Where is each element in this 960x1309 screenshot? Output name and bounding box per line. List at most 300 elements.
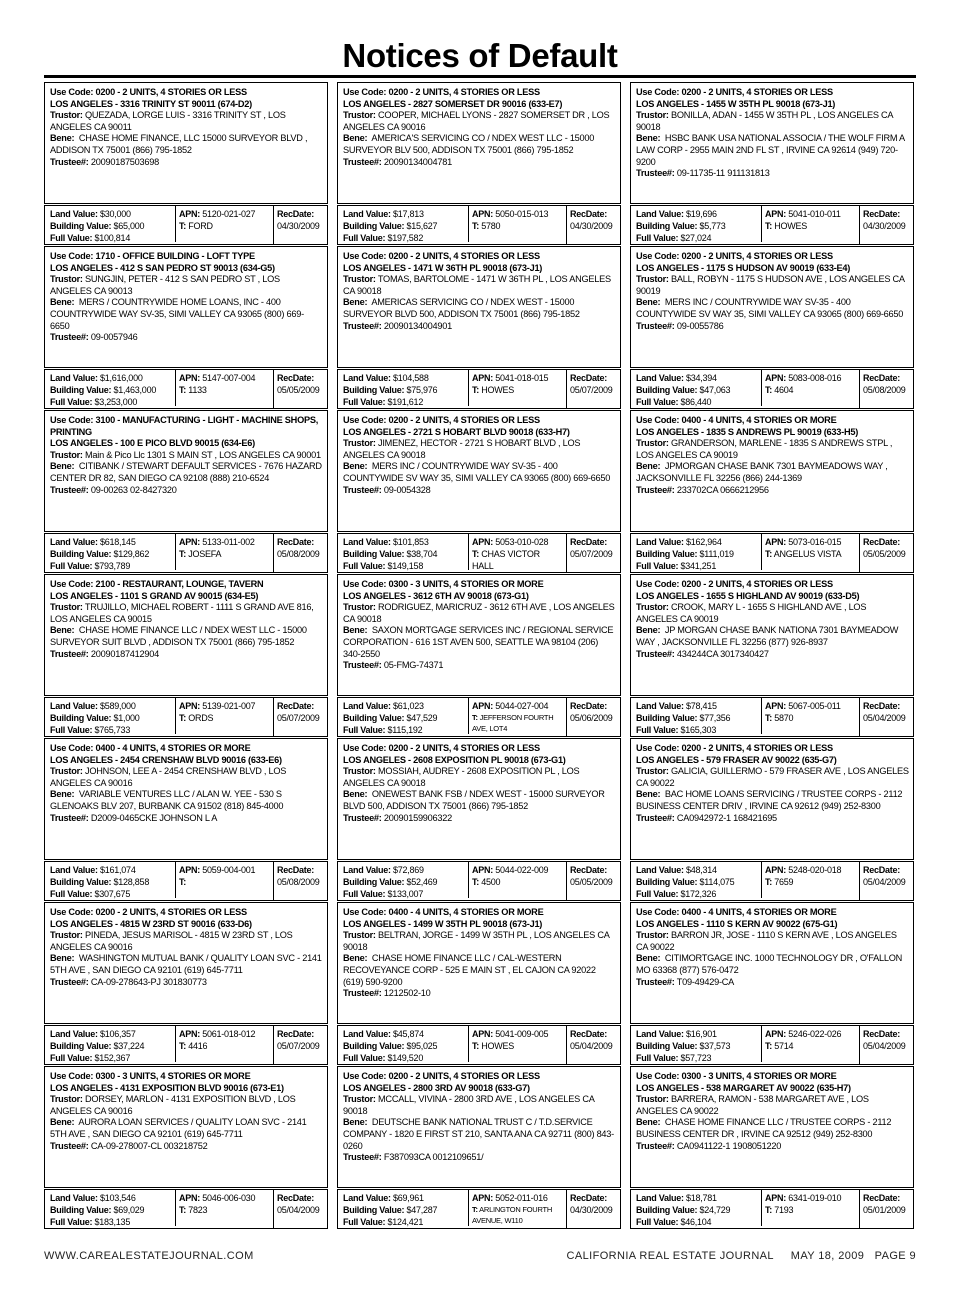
recdate-value: 05/05/2009 <box>277 385 320 395</box>
building-value: $1,000 <box>113 713 140 723</box>
use-code: Use Code: 0200 - 2 UNITS, 4 STORIES OR LESS <box>343 87 540 97</box>
notice-box <box>630 738 914 860</box>
trustee-line <box>343 813 616 825</box>
trustee-label: Trustee#: <box>636 812 675 823</box>
notice-box <box>44 738 328 860</box>
apn-value: 5246-022-026 <box>788 1029 842 1039</box>
apn-label: APN: <box>179 373 200 383</box>
land-label: Land Value: <box>343 701 391 711</box>
recdate-label: RecDate: <box>863 1193 901 1203</box>
full-label: Full Value: <box>636 397 679 407</box>
apn-label: APN: <box>765 537 786 547</box>
property-address: LOS ANGELES - 412 S SAN PEDRO ST 90013 (634-G5) <box>50 262 275 273</box>
apn-label: APN: <box>765 865 786 875</box>
building-value: $114,075 <box>699 877 735 887</box>
trustee-label: Trustee#: <box>50 332 89 343</box>
values-box <box>44 369 328 409</box>
t-value: CHAS VICTOR HALL <box>472 549 540 571</box>
trustor-value: JIMENEZ, HECTOR - 2721 S HOBART BLVD , LOS ANGELES CA 90018 <box>343 438 581 460</box>
trustee-value: 09-11735-11 911131813 <box>676 168 770 179</box>
apn-label: APN: <box>765 701 786 711</box>
notice-entry <box>44 82 330 246</box>
value-column <box>343 208 463 244</box>
bene-line <box>50 1117 323 1140</box>
building-value: $52,469 <box>406 877 438 887</box>
notice-box <box>44 246 328 368</box>
recdate-column <box>859 534 914 572</box>
notice-entry <box>337 246 623 410</box>
use-code: Use Code: 0400 - 4 UNITS, 4 STORIES OR MORE <box>636 907 837 917</box>
apn-value: 5120-021-027 <box>202 209 256 219</box>
land-label: Land Value: <box>50 865 98 875</box>
trustor-line <box>636 930 909 953</box>
land-value: $16,901 <box>686 1029 717 1039</box>
t-value: ANGELUS VISTA <box>773 549 842 559</box>
property-address: LOS ANGELES - 2721 S HOBART BLVD 90018 (633-H7) <box>343 426 570 437</box>
apn-label: APN: <box>472 373 493 383</box>
apn-label: APN: <box>179 701 200 711</box>
property-address: LOS ANGELES - 1499 W 35TH PL 90018 (673-J1) <box>343 918 543 929</box>
land-label: Land Value: <box>636 537 684 547</box>
recdate-column <box>859 370 914 408</box>
recdate-value: 05/04/2009 <box>863 713 906 723</box>
full-label: Full Value: <box>343 397 386 407</box>
recdate-value: 05/07/2009 <box>277 1041 320 1051</box>
trustee-line <box>50 157 323 169</box>
land-value: $103,546 <box>100 1193 136 1203</box>
recdate-column <box>273 370 328 408</box>
recdate-label: RecDate: <box>570 1193 608 1203</box>
land-value: $19,696 <box>686 209 717 219</box>
values-box <box>337 533 621 573</box>
full-label: Full Value: <box>636 1217 679 1227</box>
trustee-label: Trustee#: <box>343 1152 382 1163</box>
land-value: $69,961 <box>393 1193 424 1203</box>
building-label: Building Value: <box>636 1041 698 1051</box>
recdate-label: RecDate: <box>277 1029 315 1039</box>
notice-entry <box>630 574 916 738</box>
bene-label: Bene: <box>50 625 75 636</box>
apn-column <box>468 862 563 898</box>
apn-label: APN: <box>765 209 786 219</box>
t-label: T: <box>179 549 186 559</box>
notice-entry <box>630 82 916 246</box>
land-value: $48,314 <box>686 865 717 875</box>
t-value: 7193 <box>774 1205 794 1215</box>
trustee-value: CA-09-278643-PJ 301830773 <box>90 976 207 987</box>
t-value: 5780 <box>481 221 501 231</box>
recdate-value: 04/30/2009 <box>570 221 613 231</box>
use-code: Use Code: 0300 - 3 UNITS, 4 STORIES OR MORE <box>636 1071 837 1081</box>
trustee-label: Trustee#: <box>636 168 675 179</box>
use-code: Use Code: 2100 - RESTAURANT, LOUNGE, TAVERN <box>50 579 264 589</box>
notice-entry <box>44 738 330 902</box>
bene-line <box>50 297 323 332</box>
bene-value: CHASE HOME FINANCE LLC / CAL-WESTERN RECOVEYANCE CORP - 525 E MAIN ST , EL CAJON CA 92022 (619) 590-9200 <box>343 953 596 987</box>
t-label: T: <box>472 549 479 559</box>
land-label: Land Value: <box>50 701 98 711</box>
full-label: Full Value: <box>50 1217 93 1227</box>
use-code: Use Code: 0200 - 2 UNITS, 4 STORIES OR LESS <box>343 743 540 753</box>
bene-value: CHASE HOME FINANCE, LLC 15000 SURVEYOR BLVD , ADDISON TX 75001 (866) 795-1852 <box>50 133 308 155</box>
property-address: LOS ANGELES - 4131 EXPOSITION BLVD 90016 (673-E1) <box>50 1082 284 1093</box>
apn-label: APN: <box>765 1029 786 1039</box>
notice-entry <box>337 1066 623 1230</box>
apn-value: 6341-019-010 <box>788 1193 842 1203</box>
trustor-value: SUNGJIN, PETER - 412 S SAN PEDRO ST , LOS ANGELES CA 90013 <box>50 274 280 296</box>
trustor-label: Trustor: <box>50 766 83 777</box>
building-label: Building Value: <box>636 221 698 231</box>
bene-value: BAC HOME LOANS SERVICING / TRUSTEE CORPS - 2112 BUSINESS CENTER DRIV , IRVINE CA 92612 (949) 252-8300 <box>636 789 903 811</box>
value-column <box>50 208 170 244</box>
trustee-line <box>343 1152 616 1164</box>
trustee-line <box>636 977 909 989</box>
apn-value: 5067-005-011 <box>788 701 841 711</box>
recdate-value: 05/07/2009 <box>277 713 320 723</box>
apn-label: APN: <box>472 537 493 547</box>
full-label: Full Value: <box>636 1053 679 1063</box>
bene-label: Bene: <box>636 625 661 636</box>
recdate-column <box>566 1026 621 1064</box>
recdate-label: RecDate: <box>863 865 901 875</box>
full-label: Full Value: <box>50 889 93 899</box>
values-box <box>337 1025 621 1065</box>
values-box <box>630 861 914 901</box>
land-value: $101,853 <box>393 537 429 547</box>
footer-publication: CALIFORNIA REAL ESTATE JOURNAL MAY 18, 2009 PAGE 9 <box>566 1250 916 1262</box>
value-column <box>343 1192 463 1228</box>
trustee-label: Trustee#: <box>50 812 89 823</box>
recdate-value: 05/01/2009 <box>863 1205 906 1215</box>
recdate-label: RecDate: <box>570 373 608 383</box>
t-label: T: <box>765 713 772 723</box>
property-address: LOS ANGELES - 1110 S KERN AV 90022 (675-G1) <box>636 918 838 929</box>
recdate-label: RecDate: <box>277 1193 315 1203</box>
t-value: HOWES <box>774 221 808 231</box>
trustor-value: BELTRAN, JORGE - 1499 W 35TH PL , LOS ANGELES CA 90018 <box>343 930 610 952</box>
notice-box <box>337 410 621 532</box>
property-address: LOS ANGELES - 2827 SOMERSET DR 90016 (633-E7) <box>343 98 563 109</box>
recdate-column <box>859 1190 914 1228</box>
values-box <box>630 205 914 245</box>
trustee-value: F387093CA 0012109651/ <box>383 1152 484 1163</box>
building-label: Building Value: <box>343 221 405 231</box>
full-value: $115,192 <box>387 725 423 735</box>
trustee-value: 434244CA 3017340427 <box>676 648 769 659</box>
recdate-label: RecDate: <box>863 701 901 711</box>
land-label: Land Value: <box>343 537 391 547</box>
land-value: $161,074 <box>100 865 136 875</box>
land-value: $18,781 <box>686 1193 717 1203</box>
notice-box <box>337 738 621 860</box>
land-label: Land Value: <box>343 373 391 383</box>
t-label: T: <box>472 1041 479 1051</box>
building-label: Building Value: <box>50 713 112 723</box>
t-label: T: <box>765 1205 772 1215</box>
t-label: T: <box>179 877 186 887</box>
value-column <box>50 1192 170 1228</box>
full-value: $100,814 <box>94 233 131 243</box>
trustor-line <box>343 1094 616 1117</box>
trustee-label: Trustee#: <box>636 320 675 331</box>
recdate-label: RecDate: <box>570 701 608 711</box>
property-address: LOS ANGELES - 2608 EXPOSITION PL 90018 (673-G1) <box>343 754 566 765</box>
page-title: Notices of Default <box>342 37 618 74</box>
notice-entry <box>630 738 916 902</box>
trustor-line <box>636 110 909 133</box>
use-code: Use Code: 0200 - 2 UNITS, 4 STORIES OR LESS <box>636 743 833 753</box>
trustor-line <box>50 602 323 625</box>
bene-line <box>636 1117 909 1140</box>
t-label: T: <box>472 385 479 395</box>
trustor-label: Trustor: <box>50 449 83 460</box>
notice-box <box>630 82 914 204</box>
trustee-value: 20090187412904 <box>90 648 159 659</box>
bene-line <box>636 953 909 976</box>
apn-value: 5061-018-012 <box>202 1029 256 1039</box>
trustee-value: D2009-0465CKE JOHNSON L A <box>90 812 218 823</box>
building-label: Building Value: <box>50 1041 112 1051</box>
trustor-label: Trustor: <box>636 110 669 121</box>
trustor-label: Trustor: <box>343 930 376 941</box>
values-box <box>337 205 621 245</box>
trustor-label: Trustor: <box>636 602 669 613</box>
bene-value: MERS INC / COUNTRYWIDE WAY SV-35 - 400 COUNTYWIDE SV WAY 35, SIMI VALLEY CA 93065 (800) 669-6650 <box>636 297 904 319</box>
apn-column <box>175 1026 270 1062</box>
land-value: $45,874 <box>393 1029 424 1039</box>
notice-box <box>44 410 328 532</box>
bene-label: Bene: <box>636 1117 661 1128</box>
land-label: Land Value: <box>343 865 391 875</box>
building-value: $95,025 <box>406 1041 438 1051</box>
values-box <box>630 369 914 409</box>
trustor-line <box>50 766 323 789</box>
apn-label: APN: <box>765 373 786 383</box>
trustee-line <box>636 168 909 180</box>
trustee-label: Trustee#: <box>343 484 382 495</box>
trustor-label: Trustor: <box>636 766 669 777</box>
use-code: Use Code: 0400 - 4 UNITS, 4 STORIES OR MORE <box>343 907 544 917</box>
value-column <box>636 1028 756 1064</box>
bene-line <box>50 625 323 648</box>
recdate-column <box>566 534 621 572</box>
trustor-value: CROOK, MARY L - 1655 S HIGHLAND AVE , LOS ANGELES CA 90019 <box>636 602 867 624</box>
land-label: Land Value: <box>636 865 684 875</box>
footer-website: WWW.CAREALESTATEJOURNAL.COM <box>44 1250 254 1262</box>
apn-label: APN: <box>179 865 200 875</box>
bene-value: WASHINGTON MUTUAL BANK / QUALITY LOAN SVC - 2141 5TH AVE , SAN DIEGO CA 92101 (619) 645-7711 <box>50 953 322 975</box>
land-label: Land Value: <box>343 1029 391 1039</box>
bene-line <box>50 789 323 812</box>
notice-box <box>44 1066 328 1188</box>
recdate-column <box>566 1190 621 1228</box>
apn-column <box>175 370 270 406</box>
apn-label: APN: <box>179 1029 200 1039</box>
bene-value: CHASE HOME FINANCE LLC / TRUSTEE CORPS - 2112 BUSINESS CENTER DR , IRVINE CA 92512 (949) 252-8300 <box>636 1117 892 1139</box>
building-label: Building Value: <box>636 385 698 395</box>
values-box <box>44 861 328 901</box>
bene-label: Bene: <box>50 297 75 308</box>
notice-box <box>630 1066 914 1188</box>
trustor-value: QUEZADA, LORGE LUIS - 3316 TRINITY ST , LOS ANGELES CA 90011 <box>50 110 286 132</box>
trustee-label: Trustee#: <box>343 988 382 999</box>
bene-label: Bene: <box>50 1117 75 1128</box>
value-column <box>636 1192 756 1228</box>
bene-value: MERS / COUNTRYWIDE HOME LOANS, INC - 400 COUNTRYWIDE WAY SV-35, SIMI VALLEY CA 93065 (800) 669-6650 <box>50 297 304 331</box>
building-value: $37,224 <box>113 1041 145 1051</box>
trustor-line <box>636 602 909 625</box>
apn-label: APN: <box>472 1029 493 1039</box>
apn-label: APN: <box>472 865 493 875</box>
trustor-value: PINEDA, JESUS MARISOL - 4815 W 23RD ST , LOS ANGELES CA 90016 <box>50 930 293 952</box>
recdate-column <box>273 1190 328 1228</box>
t-label: T: <box>472 713 478 722</box>
recdate-label: RecDate: <box>277 865 315 875</box>
building-value: $1,463,000 <box>113 385 157 395</box>
bene-line <box>343 461 616 484</box>
value-column <box>50 372 170 408</box>
bene-value: CHASE HOME FINANCE LLC / NDEX WEST LLC - 15000 SURVEYOR SUIT BLVD , ADDISON TX 75001 (866) 795-1852 <box>50 625 307 647</box>
t-value: ARLINGTON FOURTH AVENUE, W110 <box>472 1205 552 1225</box>
t-label: T: <box>472 877 479 887</box>
t-value: HOWES <box>481 385 515 395</box>
trustee-value: 20090134004781 <box>383 156 452 167</box>
trustor-line <box>50 110 323 133</box>
building-label: Building Value: <box>50 1205 112 1215</box>
full-value: $341,251 <box>680 561 717 571</box>
t-value: JEFFERSON FOURTH AVE, LOT4 <box>472 713 554 733</box>
use-code: Use Code: 0200 - 2 UNITS, 4 STORIES OR LESS <box>343 251 540 261</box>
recdate-label: RecDate: <box>277 537 315 547</box>
t-value: 7659 <box>774 877 794 887</box>
full-label: Full Value: <box>343 1217 386 1227</box>
bene-value: DEUTSCHE BANK NATIONAL TRUST C / T.D.SERVICE COMPANY - 1820 E FIRST ST 210, SANTA ANA CA 92711 (800) 843-0260 <box>343 1117 614 1151</box>
trustee-label: Trustee#: <box>636 484 675 495</box>
apn-label: APN: <box>472 701 493 711</box>
notice-box <box>337 246 621 368</box>
trustee-line <box>636 485 909 497</box>
trustee-line <box>50 332 323 344</box>
trustor-line <box>636 766 909 789</box>
bene-value: ONEWEST BANK FSB / NDEX WEST - 15000 SURVEYOR BLVD 500, ADDISON TX 75001 (866) 795-1852 <box>343 789 605 811</box>
apn-label: APN: <box>472 209 493 219</box>
trustee-line <box>50 977 323 989</box>
trustor-line <box>50 930 323 953</box>
bene-label: Bene: <box>50 133 75 144</box>
trustor-line <box>50 274 323 297</box>
land-value: $30,000 <box>100 209 131 219</box>
property-address: LOS ANGELES - 1835 S ANDREWS PL 90019 (633-H5) <box>636 426 859 437</box>
recdate-value: 05/05/2009 <box>863 549 906 559</box>
t-label: T: <box>765 385 772 395</box>
bene-value: AURORA LOAN SERVICES / QUALITY LOAN SVC - 2141 5TH AVE , SAN DIEGO CA 92101 (619) 645-7711 <box>50 1117 307 1139</box>
trustor-label: Trustor: <box>636 930 669 941</box>
full-label: Full Value: <box>50 1053 93 1063</box>
full-value: $133,007 <box>387 889 424 899</box>
full-value: $765,733 <box>94 725 131 735</box>
apn-column <box>761 698 856 734</box>
apn-column <box>761 1026 856 1062</box>
t-value: 5870 <box>774 713 794 723</box>
full-label: Full Value: <box>636 233 679 243</box>
building-value: $47,287 <box>406 1205 438 1215</box>
use-code: Use Code: 1710 - OFFICE BUILDING - LOFT TYPE <box>50 251 255 261</box>
full-label: Full Value: <box>636 889 679 899</box>
property-address: LOS ANGELES - 100 E PICO BLVD 90015 (634-E6) <box>50 438 255 449</box>
building-value: $47,063 <box>699 385 731 395</box>
apn-value: 5147-007-004 <box>202 373 256 383</box>
bene-label: Bene: <box>343 789 368 800</box>
building-value: $24,729 <box>699 1205 731 1215</box>
building-label: Building Value: <box>343 877 405 887</box>
trustee-value: 20090134004901 <box>383 320 452 331</box>
recdate-column <box>566 370 621 408</box>
title-rule <box>44 75 916 78</box>
bene-line <box>636 461 909 484</box>
building-label: Building Value: <box>343 549 405 559</box>
trustee-label: Trustee#: <box>343 812 382 823</box>
apn-value: 5073-016-015 <box>788 537 842 547</box>
trustor-value: DORSEY, MARLON - 4131 EXPOSITION BLVD , LOS ANGELES CA 90016 <box>50 1094 296 1116</box>
recdate-label: RecDate: <box>863 537 901 547</box>
trustor-line <box>50 1094 323 1117</box>
building-value: $65,000 <box>113 221 145 231</box>
land-value: $78,415 <box>686 701 717 711</box>
notice-entry <box>630 1066 916 1230</box>
values-box <box>630 1025 914 1065</box>
land-label: Land Value: <box>343 209 391 219</box>
trustee-line <box>50 649 323 661</box>
full-label: Full Value: <box>50 397 93 407</box>
property-address: LOS ANGELES - 1455 W 35TH PL 90018 (673-J1) <box>636 98 836 109</box>
building-value: $37,573 <box>699 1041 731 1051</box>
trustee-label: Trustee#: <box>50 484 89 495</box>
bene-line <box>343 133 616 156</box>
trustee-line <box>636 321 909 333</box>
recdate-value: 04/30/2009 <box>570 1205 613 1215</box>
property-address: LOS ANGELES - 2454 CRENSHAW BLVD 90016 (633-E6) <box>50 754 282 765</box>
use-code: Use Code: 0200 - 2 UNITS, 4 STORIES OR LESS <box>50 87 247 97</box>
apn-value: 5041-010-011 <box>788 209 841 219</box>
notice-entry <box>44 1066 330 1230</box>
values-box <box>337 1189 621 1229</box>
building-value: $129,862 <box>113 549 150 559</box>
value-column <box>50 700 170 736</box>
full-value: $152,367 <box>94 1053 131 1063</box>
trustee-label: Trustee#: <box>636 648 675 659</box>
apn-column <box>468 698 563 734</box>
apn-value: 5052-011-016 <box>495 1193 548 1203</box>
trustee-line <box>343 485 616 497</box>
apn-value: 5050-015-013 <box>495 209 549 219</box>
apn-label: APN: <box>179 537 200 547</box>
notice-entry <box>630 902 916 1066</box>
trustee-value: CA0942972-1 168421695 <box>676 812 777 823</box>
value-column <box>636 864 756 900</box>
building-value: $5,773 <box>699 221 726 231</box>
t-label: T: <box>179 385 186 395</box>
recdate-column <box>273 534 328 572</box>
use-code: Use Code: 0200 - 2 UNITS, 4 STORIES OR LESS <box>636 87 833 97</box>
full-label: Full Value: <box>343 725 386 735</box>
apn-label: APN: <box>765 1193 786 1203</box>
value-column <box>636 372 756 408</box>
land-value: $589,000 <box>100 701 136 711</box>
trustee-value: 20090159906322 <box>383 812 452 823</box>
bene-line <box>343 789 616 812</box>
bene-value: AMERICAS SERVICING CO / NDEX WEST - 15000 SURVEYOR BLVD 500, ADDISON TX 75001 (866) 795-1852 <box>343 297 580 319</box>
trustor-value: TOMAS, BARTOLOME - 1471 W 36TH PL , LOS ANGELES CA 90018 <box>343 274 611 296</box>
